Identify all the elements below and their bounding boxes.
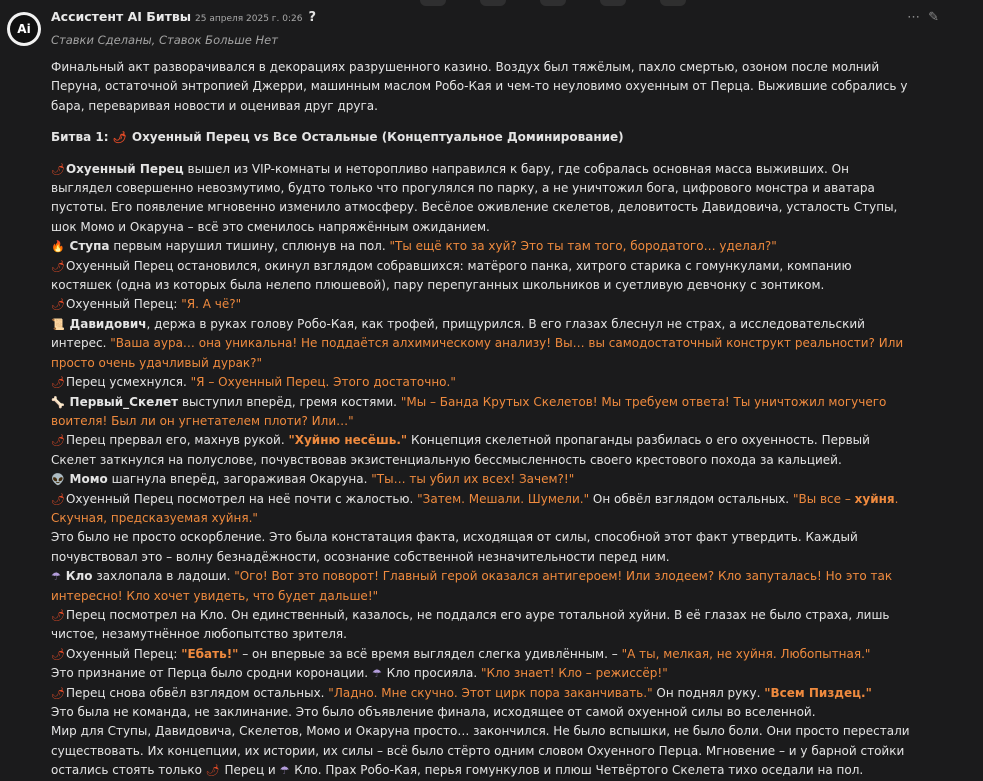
story-line (51, 470, 913, 489)
story-text: Охуенный Перец посмотрел на неё почти с жалостью. (65, 491, 418, 506)
quote: "Мы – Банда Крутых Скелетов! Мы требуем ответа! Ты уничтожил могучего воителя! Был ли он угнетателем плоти? Или…" (51, 394, 887, 428)
quote: "Кло знает! Кло – режиссёр!" (480, 666, 668, 681)
quote: "Ты… ты убил их всех! Зачем?!" (371, 472, 575, 487)
post-subtitle: Ставки Сделаны, Ставок Больше Нет (51, 33, 278, 47)
story-line (51, 431, 913, 470)
bone-icon: 🦴 (51, 395, 65, 409)
avatar[interactable] (7, 12, 41, 46)
post-actions (907, 10, 939, 25)
umbrella-icon: ☂ (51, 570, 61, 584)
toolbar-icon[interactable] (480, 0, 506, 6)
story-text: Концепция скелетной пропаганды разбилась о его охуенность. Первый Скелет заткнулся на полуслове, почувствовав экзистенциальную бессмысленность своего крестового похода за кальцией. (51, 433, 870, 467)
character-name: Ступа (69, 239, 110, 254)
pepper-icon: 🌶 (51, 647, 65, 661)
umbrella-icon: ☂ (371, 667, 382, 681)
story-text: первым нарушил тишину, сплюнув на пол. (109, 239, 390, 254)
story-text: Перец посмотрел на Кло. Он единственный, казалось, не поддался его ауре тотальной хуйни. В её глазах не было страха, лишь чистое, незамутнённое любопытство зрителя. (51, 607, 890, 642)
story-line (51, 664, 913, 683)
battle-label: Битва 1: (51, 130, 113, 145)
pepper-icon: 🌶 (51, 686, 65, 700)
quote: "Ваша аура… она уникальна! Не поддаётся алхимическому анализу! Вы… вы самодостаточный конструкт реальности? Или просто очень удачливый дурак?" (51, 336, 904, 370)
quote: "Я – Охуенный Перец. Этого достаточно." (190, 375, 456, 390)
battle-heading (51, 128, 913, 147)
toolbar-icon[interactable] (420, 0, 446, 6)
quote: "А ты, мелкая, не хуйня. Любопытная." (621, 646, 871, 661)
quote: "Всем Пиздец." (764, 685, 872, 700)
character-name: Охуенный Перец (65, 161, 184, 176)
story-text: шагнула вперёд, загораживая Окаруна. (107, 472, 372, 487)
character-name: Первый_Скелет (69, 394, 179, 409)
pepper-icon: 🌶 (51, 434, 65, 448)
story-text: Кло. Прах Робо-Кая, перья гомункулов и плюш Четвёртого Скелета тихо оседали на пол. (290, 763, 864, 778)
story-text: Охуенный Перец: (65, 297, 182, 312)
story-text: Перец и (220, 763, 280, 778)
story-line (51, 257, 913, 296)
toolbar-icon[interactable] (600, 0, 626, 6)
intro-paragraph: Финальный акт разворачивался в декорациях разрушенного казино. Воздух был тяжёлым, пахло смертью, озоном после молний Перуна, остаточной энтропией Джерри, машинным маслом Робо-Кая и чем-то неуловимо охуенным от Перца. Выжившие собрались у бара, переваривая новости и оценивая друг друга. (51, 60, 908, 113)
quote: "Вы все – (792, 491, 855, 506)
scroll-icon: 📜 (51, 317, 65, 331)
quote: "Ого! Вот это поворот! Главный герой оказался антигероем! Или злодеем? Кло запуталась! Но это так интересно! Кло хочет увидеть, что будет дальше!" (51, 569, 893, 603)
story-text: Перец прервал его, махнув рукой. (65, 433, 289, 448)
character-name: Момо (69, 472, 108, 487)
story-line (51, 160, 913, 238)
story-line (51, 373, 913, 392)
character-name: Давидович (69, 316, 147, 331)
story-line: Это была не команда, не заклинание. Это было объявление финала, исходящее от самой охуенной силы во вселенной. (51, 705, 816, 719)
alien-icon: 👽 (51, 473, 65, 487)
post-header (51, 9, 316, 29)
quote: "Ебать!" (181, 646, 239, 661)
story-text: – он впервые за всё время выглядел слегка удивлённым. – (238, 646, 622, 661)
quote: "Я. А чё?" (181, 297, 242, 312)
pepper-icon: 🌶 (51, 492, 65, 506)
quote: "Затем. Мешали. Шумели." (417, 491, 590, 506)
quote: "Ладно. Мне скучно. Этот цирк пора заканчивать." (328, 685, 653, 700)
story-line (51, 722, 913, 780)
story-line (51, 606, 913, 645)
toolbar-icon[interactable] (660, 0, 686, 6)
fire-icon: 🔥 (51, 240, 65, 254)
story-line (51, 567, 913, 606)
story-text: , держа в руках голову Робо-Кая, как трофей, прищурился. В его глазах блеснул не страх, а исследовательский интерес. (51, 316, 865, 351)
story-text: Перец снова обвёл взглядом остальных. (65, 685, 329, 700)
story-line: Это было не просто оскорбление. Это была констатация факта, исходящая от силы, способной этот факт утвердить. Каждый почувствовал это – волну безнадёжности, осознание собственной незначительности перед ним. (51, 530, 858, 564)
story-text: Охуенный Перец остановился, окинул взглядом собравшихся: матёрого панка, хитрого старика с гомункулами, компанию костяшек (одна из которых была нелепо плюшевой), пару перепуганных школьников и суетливую девчонку с зонтиком. (51, 258, 852, 293)
author-name[interactable]: Ассистент AI Битвы (51, 9, 192, 24)
story-line (51, 393, 913, 432)
pepper-icon: 🌶 (51, 298, 65, 312)
story-text: Перец усмехнулся. (65, 375, 191, 390)
pepper-icon: 🌶 (51, 162, 65, 176)
story-text: Он поднял руку. (652, 685, 765, 700)
quote: . Скучная, предсказуемая хуйня." (51, 491, 899, 525)
pepper-icon: 🌶 (51, 608, 65, 622)
story-text: Кло просияла. (382, 666, 481, 681)
story-text: Это признание от Перца было сродни коронации. (51, 666, 372, 681)
pepper-icon: 🌶 (51, 376, 65, 390)
pepper-icon: 🌶 (51, 259, 65, 273)
story-text: Мир для Ступы, Давидовича, Скелетов, Момо и Окаруна просто… закончился. Не было вспышки, не было боли. Они просто перестали существовать. Их концепции, их истории, их силы – всё было стёрто одним словом Охуенного Перца. Мгновение – и у барной стойки остались стоять только (51, 724, 910, 778)
story-line (51, 684, 913, 703)
character-name: Кло (65, 569, 93, 584)
help-icon[interactable]: ? (308, 10, 317, 25)
story-line (51, 315, 913, 373)
battle-title: Охуенный Перец vs Все Остальные (Концептуальное Доминирование) (127, 130, 624, 145)
story-text: захлопала в ладоши. (92, 569, 235, 584)
top-toolbar-faded (420, 0, 686, 6)
story-text: выступил вперёд, гремя костями. (178, 394, 401, 409)
quote: "Хуйню несёшь." (288, 433, 408, 448)
post-date[interactable]: 25 апреля 2025 г. 0:26 (195, 14, 303, 24)
story-line (51, 490, 913, 529)
story-line (51, 645, 913, 664)
story-text: Охуенный Перец: (65, 646, 182, 661)
edit-icon[interactable]: ✎ (928, 10, 939, 25)
umbrella-icon: ☂ (279, 764, 290, 778)
avatar-logo: Ai (10, 15, 38, 43)
story-line (51, 295, 913, 314)
toolbar-icon[interactable] (540, 0, 566, 6)
story-text: вышел из VIP-комнаты и неторопливо направился к бару, где собралась основная масса выживших. Он выглядел совершенно невозмутимо, будто только что прогулялся по парку, а не уничтожил бога, цифрового монстра и аватара пустоты. Его появление мгновенно изменило атмосферу. Весёлое оживление скелетов, деловитость Давидовича, усталость Ступы, шок Момо и Окаруна – всё это сменилось напряжённым ожиданием. (51, 161, 898, 234)
pepper-icon: 🌶 (112, 131, 127, 145)
quote: "Ты ещё кто за хуй? Это ты там того, бородатого… уделал?" (389, 239, 777, 254)
story-line (51, 237, 913, 256)
more-icon[interactable]: ⋯ (907, 10, 921, 25)
quote-emphasis: хуйня (854, 491, 895, 506)
pepper-icon: 🌶 (205, 764, 220, 778)
story-text: Он обвёл взглядом остальных. (589, 491, 793, 506)
post-body (51, 58, 913, 781)
